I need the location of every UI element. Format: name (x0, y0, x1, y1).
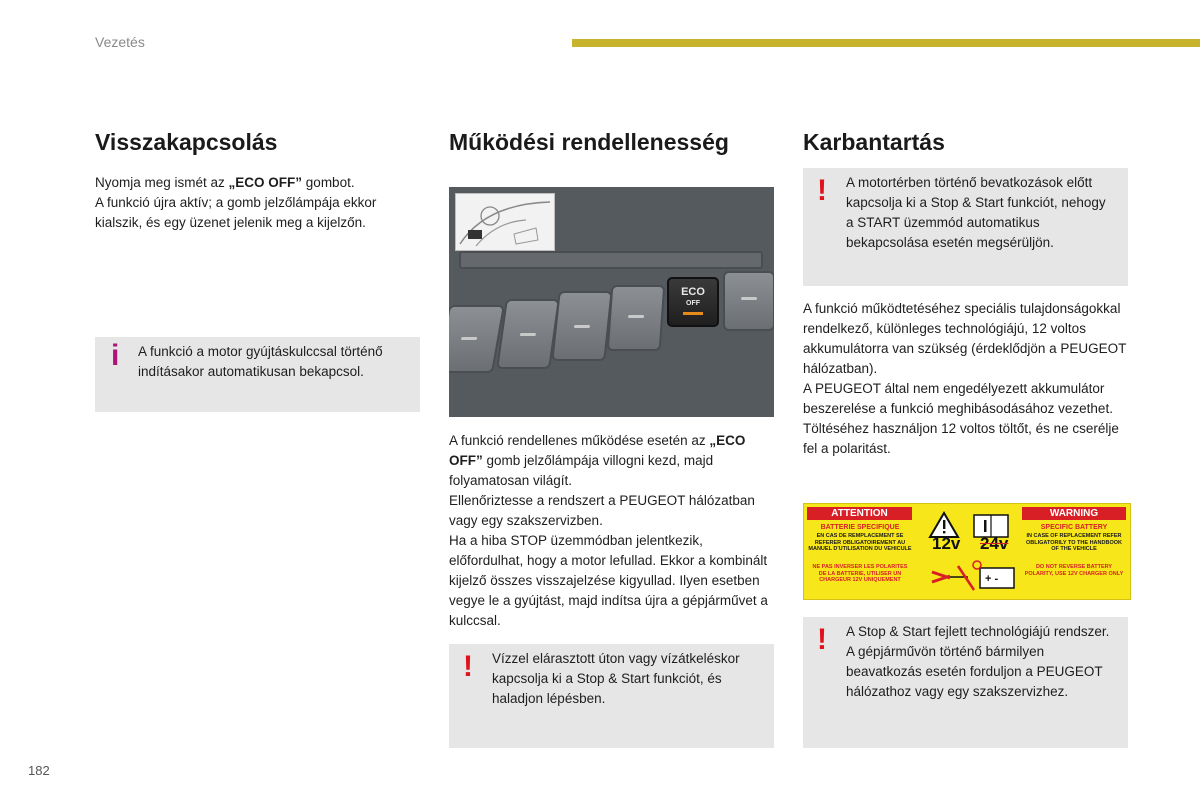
warning-icon-3: ! (817, 623, 827, 656)
svg-text:+ -: + - (985, 573, 999, 585)
label-fr-text: EN CAS DE REMPLACEMENT SE REFERER OBLIGATOIREMENT AU MANUEL D'UTILISATION DU VEHICULE (808, 533, 912, 552)
warning-note-water-text: Vízzel elárasztott úton vagy vízátkeléskor kapcsolja ki a Stop & Start funkciót, és haladjon lépésben. (492, 651, 740, 706)
switch-key-6 (723, 271, 774, 331)
rendellenesseg-text-prefix: A funkció rendellenes működése esetén az (449, 433, 710, 448)
karbantartas-title: Karbantartás (803, 129, 945, 155)
rendellenesseg-text-line2: Ellenőriztesse a rendszert a PEUGEOT hálózatban vagy egy szakszervizben. (449, 493, 755, 528)
label-fr-text2: NE PAS INVERSER LES POLARITES DE LA BATTERIE, UTILISER UN CHARGEUR 12V UNIQUEMENT (812, 564, 908, 583)
info-note (95, 337, 420, 412)
rendellenesseg-text-line3: Ha a hiba STOP üzemmódban jelentkezik, előfordulhat, hogy a motor lefullad. Ekkor a kombinált kijelző összes visszajelzése kigyullad. Ilyen esetben vegye le a gyújtást, majd indítsa újra a gépjárművet a kulccsal. (449, 533, 768, 628)
eco-button-label: ECO (681, 286, 705, 298)
warning-note-service-text: A Stop & Start fejlett technológiájú rendszer. A gépjárművön történő bármilyen beavatkozás esetén forduljon a PEUGEOT hálózathoz vagy egy szakszervizhez. (846, 624, 1110, 699)
cockpit-locator-inset (455, 193, 555, 251)
label-en-text2: DO NOT REVERSE BATTERY POLARITY, USE 12V CHARGER ONLY (1024, 564, 1124, 577)
switch-key-2 (496, 299, 560, 369)
info-icon: i (111, 339, 120, 372)
switch-key-3 (551, 291, 612, 361)
label-24v-crossed: 24v (980, 534, 1009, 553)
eco-button-indicator-led (683, 312, 703, 315)
label-warning-header: WARNING (1022, 507, 1126, 520)
label-attention-header: ATTENTION (807, 507, 912, 520)
karbantartas-text-para2: A PEUGEOT által nem engedélyezett akkumulátor beszerelése a funkció meghibásodásához vezethet. (803, 381, 1113, 416)
eco-off-bold-2: „ECO OFF” (449, 433, 746, 468)
visszakapcsolas-title: Visszakapcsolás (95, 129, 278, 155)
visszakapcsolas-text-line2: A funkció újra aktív; a gomb jelzőlámpája ekkor kialszik, és egy üzenet jelenik meg a kijelzőn. (95, 195, 377, 230)
mukodesi-rendellenesseg-text (449, 431, 771, 631)
header-accent-bar (572, 39, 1200, 47)
karbantartas-text-para3: Töltéséhez használjon 12 voltos töltőt, és ne cserélje fel a polaritást. (803, 421, 1119, 456)
warning-note-water (449, 644, 774, 748)
dashboard-eco-button-illustration (449, 187, 774, 417)
battery-warning-label (803, 503, 1131, 600)
info-note-text: A funkció a motor gyújtáskulccsal történő indításakor automatikusan bekapcsol. (138, 344, 383, 379)
eco-off-button (667, 277, 719, 327)
rendellenesseg-text-suffix: gomb jelzőlámpája villogni kezd, majd folyamatosan világít. (449, 453, 714, 488)
charger-clamps-battery-icon (928, 558, 1022, 594)
visszakapcsolas-text (95, 173, 425, 233)
warning-note-engine (803, 168, 1128, 286)
label-en-text: IN CASE OF REPLACEMENT REFER OBLIGATORILY TO THE HANDBOOK OF THE VEHICLE (1026, 533, 1122, 552)
label-12v: 12v (932, 534, 961, 553)
karbantartas-text (803, 299, 1133, 459)
label-fr-title: BATTERIE SPECIFIQUE (820, 524, 900, 531)
visszakapcsolas-text-prefix: Nyomja meg ismét az (95, 175, 229, 190)
mukodesi-rendellenesseg-title: Működési rendellenesség (449, 129, 729, 155)
off-button-label: OFF (686, 300, 700, 307)
page-number: 182 (28, 763, 50, 778)
karbantartas-text-para1: A funkció működtetéséhez speciális tulajdonságokkal rendelkező, különleges technológiájú, 12 voltos akkumulátorra van szükség (érdeklődjön a PEUGEOT hálózatban). (803, 301, 1127, 376)
eco-off-bold: „ECO OFF” (228, 175, 303, 190)
warning-note-engine-text: A motortérben történő bevatkozások előtt kapcsolja ki a Stop & Start funkciót, nehogy a START üzemmód automatikus bekapcsolása esetén megsérüljön. (846, 175, 1106, 250)
warning-icon: ! (463, 650, 473, 683)
panel-top-strip (459, 251, 763, 269)
warning-note-service (803, 617, 1128, 748)
visszakapcsolas-text-suffix: gombot. (302, 175, 355, 190)
section-label: Vezetés (95, 34, 145, 50)
switch-key-4 (607, 285, 666, 351)
cockpit-sketch-icon (456, 194, 554, 250)
warning-icon-2: ! (817, 174, 827, 207)
label-en-title: SPECIFIC BATTERY (1040, 524, 1108, 531)
